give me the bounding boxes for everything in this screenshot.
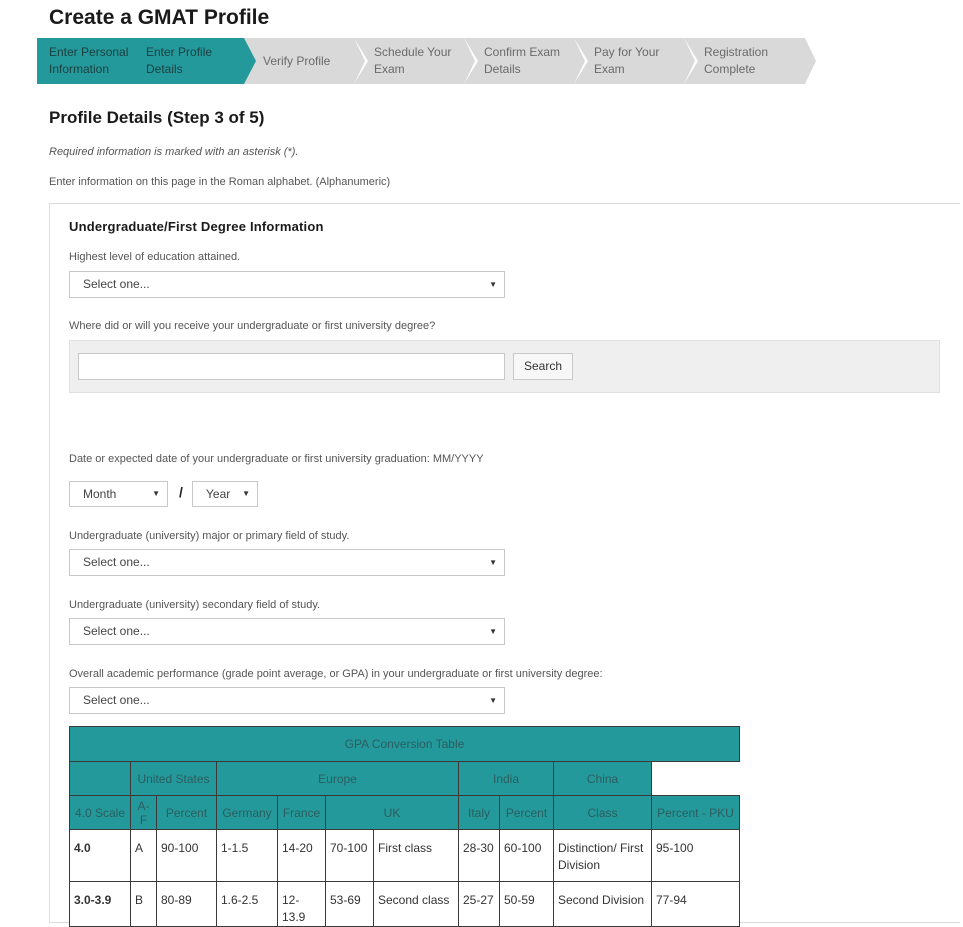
major-label: Undergraduate (university) major or primary field of study.: [69, 530, 350, 542]
table-cell: 70-100: [326, 830, 374, 882]
table-cell: 60-100: [500, 830, 554, 882]
search-button[interactable]: Search: [513, 353, 573, 380]
table-cell: 1-1.5: [217, 830, 278, 882]
section-title: Profile Details (Step 3 of 5): [49, 108, 265, 127]
column-header: France: [278, 796, 326, 830]
table-cell: 28-30: [459, 830, 500, 882]
table-caption: GPA Conversion Table: [70, 727, 740, 762]
page-title: Create a GMAT Profile: [49, 6, 270, 29]
table-cell: B: [131, 882, 157, 927]
year-select[interactable]: [192, 481, 258, 507]
step-label: Confirm Exam Details: [484, 45, 561, 76]
progress-steps: [37, 38, 805, 84]
group-china: China: [554, 762, 652, 796]
education-label: Highest level of education attained.: [69, 251, 241, 263]
table-cell: 95-100: [652, 830, 740, 882]
table-cell: Distinction/ First Division: [554, 830, 652, 882]
table-cell: A: [131, 830, 157, 882]
step-pay-for-your-exam: [574, 38, 684, 84]
step-label: Registration Complete: [704, 45, 769, 76]
chevron-down-icon: ▼: [489, 280, 497, 289]
secondary-field-label: Undergraduate (university) secondary field of study.: [69, 599, 321, 611]
table-cell: 14-20: [278, 830, 326, 882]
column-header: Percent: [157, 796, 217, 830]
column-header: UK: [326, 796, 459, 830]
column-header: A-F: [131, 796, 157, 830]
table-cell: 90-100: [157, 830, 217, 882]
group-india: India: [459, 762, 554, 796]
group-europe: Europe: [217, 762, 459, 796]
step-arrow: [244, 38, 256, 84]
table-cell: Second Division: [554, 882, 652, 927]
table-cell: 50-59: [500, 882, 554, 927]
step-label: Enter Profile Details: [146, 45, 213, 76]
column-header: Germany: [217, 796, 278, 830]
secondary-field-select[interactable]: [69, 618, 505, 645]
degree-location-label: Where did or will you receive your undergraduate or first university degree?: [69, 320, 436, 332]
column-header: 4.0 Scale: [70, 796, 131, 830]
degree-search-input[interactable]: [78, 353, 505, 380]
gpa-conversion-table: [69, 726, 740, 927]
select-value: Select one...: [83, 693, 150, 707]
step-schedule-your-exam: [354, 38, 464, 84]
table-cell: First class: [374, 830, 459, 882]
chevron-down-icon: ▼: [489, 696, 497, 705]
chevron-down-icon: ▼: [489, 627, 497, 636]
education-select[interactable]: [69, 271, 505, 298]
step-label: Enter Personal Information: [49, 45, 129, 76]
select-value: Month: [83, 487, 117, 501]
table-cell: Second class: [374, 882, 459, 927]
required-note: Required information is marked with an asterisk (*).: [49, 146, 299, 158]
chevron-down-icon: ▼: [489, 558, 497, 567]
graduation-date-label: Date or expected date of your undergraduate or first university graduation: MM/YYYY: [69, 453, 484, 465]
step-enter-profile-details: [134, 38, 244, 84]
select-value: Year: [206, 487, 231, 501]
date-separator: /: [179, 484, 183, 500]
chevron-down-icon: ▼: [152, 489, 160, 498]
step-registration-complete: [684, 38, 805, 84]
step-verify-profile: [244, 38, 354, 84]
group-united-states: United States: [131, 762, 217, 796]
month-select[interactable]: [69, 481, 168, 507]
table-cell: 77-94: [652, 882, 740, 927]
column-header: Class: [554, 796, 652, 830]
chevron-down-icon: ▼: [242, 489, 250, 498]
roman-alphabet-note: Enter information on this page in the Roman alphabet. (Alphanumeric): [49, 176, 391, 188]
table-cell: 1.6-2.5: [217, 882, 278, 927]
column-header: Percent - PKU: [652, 796, 740, 830]
step-label: Schedule Your Exam: [374, 45, 452, 76]
table-cell: 53-69: [326, 882, 374, 927]
step-label: Pay for Your Exam: [594, 45, 660, 76]
column-header: Percent: [500, 796, 554, 830]
table-row: [70, 830, 740, 882]
table-cell: 4.0: [70, 830, 131, 882]
table-cell: 25-27: [459, 882, 500, 927]
select-value: Select one...: [83, 277, 150, 291]
table-cell: 3.0-3.9: [70, 882, 131, 927]
table-cell: 12-13.9: [278, 882, 326, 927]
select-value: Select one...: [83, 555, 150, 569]
table-row: [70, 882, 740, 927]
step-confirm-exam-details: [464, 38, 574, 84]
table-header-empty: [70, 762, 131, 796]
step-enter-personal-information: [37, 38, 134, 84]
major-select[interactable]: [69, 549, 505, 576]
undergraduate-heading: Undergraduate/First Degree Information: [69, 219, 324, 234]
gpa-label: Overall academic performance (grade point average, or GPA) in your undergraduate or first university degree:: [69, 668, 603, 680]
column-header: Italy: [459, 796, 500, 830]
select-value: Select one...: [83, 624, 150, 638]
step-label: Verify Profile: [263, 53, 331, 68]
table-cell: 80-89: [157, 882, 217, 927]
gpa-select[interactable]: [69, 687, 505, 714]
